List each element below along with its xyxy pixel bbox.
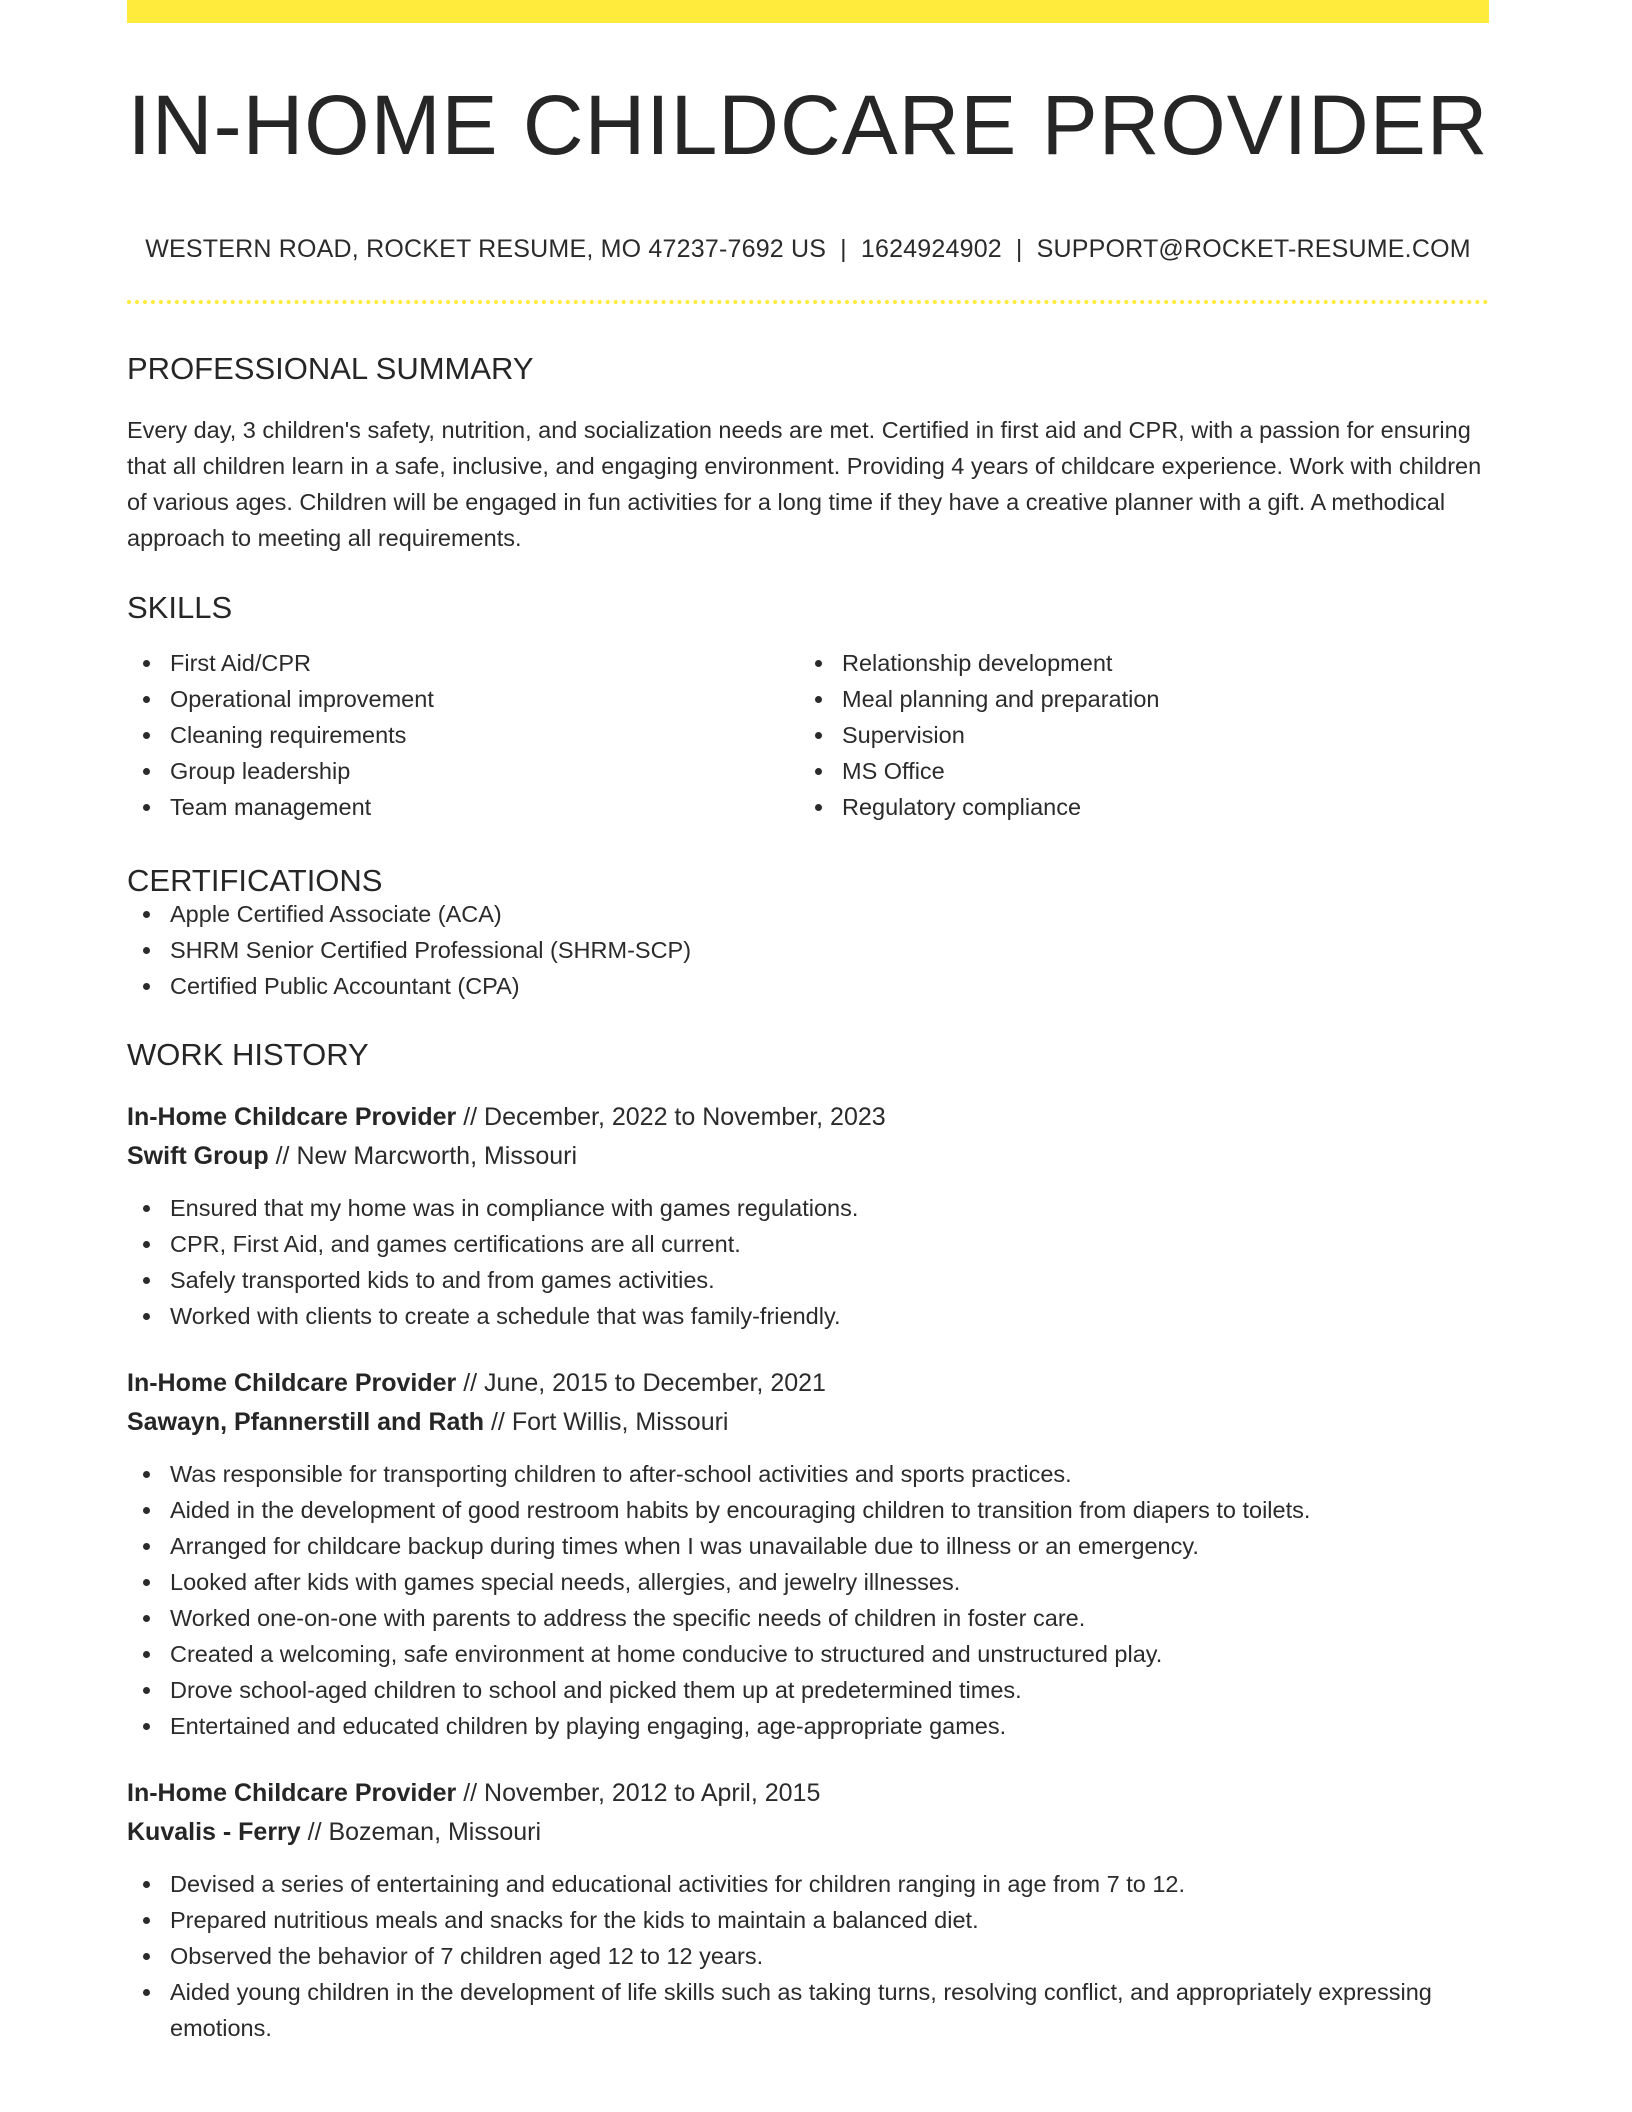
- resume-page: [127, 0, 1489, 2046]
- job-entry: [127, 1364, 1489, 1744]
- duty-item: Entertained and educated children by playing engaging, age-appropriate games.: [127, 1708, 1489, 1744]
- skill-item: Meal planning and preparation: [799, 681, 1471, 717]
- job-title-line: [127, 1774, 1489, 1813]
- summary-heading: PROFESSIONAL SUMMARY: [127, 351, 534, 386]
- job-company-line: [127, 1813, 1489, 1852]
- address: WESTERN ROAD, ROCKET RESUME, MO 47237-7692 US: [145, 235, 827, 263]
- job-company: Sawayn, Pfannerstill and Rath: [127, 1408, 485, 1436]
- duty-item: Ensured that my home was in compliance with games regulations.: [127, 1190, 1489, 1226]
- job-location: // Fort Willis, Missouri: [484, 1408, 729, 1436]
- job-duties: [127, 1456, 1489, 1744]
- skill-item: Regulatory compliance: [799, 789, 1471, 825]
- job-role: In-Home Childcare Provider: [127, 1103, 457, 1131]
- skill-item: Team management: [127, 789, 799, 825]
- contact-line: [127, 237, 1489, 262]
- job-company-line: [127, 1403, 1489, 1442]
- accent-bar: [127, 0, 1489, 23]
- skill-item: First Aid/CPR: [127, 645, 799, 681]
- certification-item: SHRM Senior Certified Professional (SHRM-SCP): [127, 932, 1489, 968]
- resume-name: IN-HOME CHILDCARE PROVIDER: [127, 78, 1489, 172]
- certifications-list: [127, 896, 1489, 1004]
- duty-item: Arranged for childcare backup during times when I was unavailable due to illness or an emergency.: [127, 1528, 1489, 1564]
- skills-left-column: [127, 645, 799, 825]
- skill-item: Relationship development: [799, 645, 1471, 681]
- skill-item: Cleaning requirements: [127, 717, 799, 753]
- skill-item: Supervision: [799, 717, 1471, 753]
- job-company: Swift Group: [127, 1142, 269, 1170]
- job-title-line: [127, 1364, 1489, 1403]
- duty-item: Prepared nutritious meals and snacks for the kids to maintain a balanced diet.: [127, 1902, 1489, 1938]
- separator: |: [840, 235, 847, 263]
- job-title-line: [127, 1098, 1489, 1137]
- certification-item: Apple Certified Associate (ACA): [127, 896, 1489, 932]
- duty-item: Looked after kids with games special needs, allergies, and jewelry illnesses.: [127, 1564, 1489, 1600]
- job-dates: // December, 2022 to November, 2023: [456, 1103, 886, 1131]
- dotted-divider: [127, 300, 1489, 304]
- skill-item: Group leadership: [127, 753, 799, 789]
- job-company-line: [127, 1137, 1489, 1176]
- skill-item: MS Office: [799, 753, 1471, 789]
- duty-item: Worked one-on-one with parents to address the specific needs of children in foster care.: [127, 1600, 1489, 1636]
- job-duties: [127, 1866, 1489, 2046]
- skills-list: [127, 645, 1489, 825]
- job-entry: [127, 1098, 1489, 1334]
- separator: |: [1015, 235, 1023, 263]
- job-location: // Bozeman, Missouri: [300, 1818, 542, 1846]
- duty-item: Aided young children in the development of life skills such as taking turns, resolving conflict, and appropriately expressing emotions.: [127, 1974, 1489, 2046]
- duty-item: Aided in the development of good restroom habits by encouraging children to transition from diapers to toilets.: [127, 1492, 1489, 1528]
- job-company: Kuvalis - Ferry: [127, 1818, 301, 1846]
- job-entry: [127, 1774, 1489, 2046]
- duty-item: Safely transported kids to and from games activities.: [127, 1262, 1489, 1298]
- certification-item: Certified Public Accountant (CPA): [127, 968, 1489, 1004]
- job-role: In-Home Childcare Provider: [127, 1779, 457, 1807]
- job-role: In-Home Childcare Provider: [127, 1369, 457, 1397]
- summary-text: Every day, 3 children's safety, nutrition, and socialization needs are met. Certified in first aid and CPR, with a passion for ensuring that all children learn in a safe, inclusive, and engaging environment. Providing 4 years of childcare experience. Work with children of various ages. Children will be engaged in fun activities for a long time if they have a creative planner with a gift. A methodical approach to meeting all requirements.: [127, 417, 1482, 551]
- job-location: // New Marcworth, Missouri: [268, 1142, 578, 1170]
- work-history-heading: WORK HISTORY: [127, 1037, 369, 1072]
- email: SUPPORT@ROCKET-RESUME.COM: [1036, 235, 1471, 263]
- duty-item: Worked with clients to create a schedule that was family-friendly.: [127, 1298, 1489, 1334]
- phone: 1624924902: [860, 235, 1002, 263]
- skill-item: Operational improvement: [127, 681, 799, 717]
- skills-right-column: [799, 645, 1471, 825]
- skills-heading: SKILLS: [127, 590, 233, 625]
- duty-item: CPR, First Aid, and games certifications are all current.: [127, 1226, 1489, 1262]
- duty-item: Devised a series of entertaining and educational activities for children ranging in age from 7 to 12.: [127, 1866, 1489, 1902]
- duty-item: Drove school-aged children to school and picked them up at predetermined times.: [127, 1672, 1489, 1708]
- job-duties: [127, 1190, 1489, 1334]
- job-dates: // November, 2012 to April, 2015: [456, 1779, 821, 1807]
- duty-item: Created a welcoming, safe environment at home conducive to structured and unstructured play.: [127, 1636, 1489, 1672]
- duty-item: Was responsible for transporting children to after-school activities and sports practices.: [127, 1456, 1489, 1492]
- duty-item: Observed the behavior of 7 children aged 12 to 12 years.: [127, 1938, 1489, 1974]
- certifications-heading: CERTIFICATIONS: [127, 863, 383, 898]
- job-dates: // June, 2015 to December, 2021: [456, 1369, 826, 1397]
